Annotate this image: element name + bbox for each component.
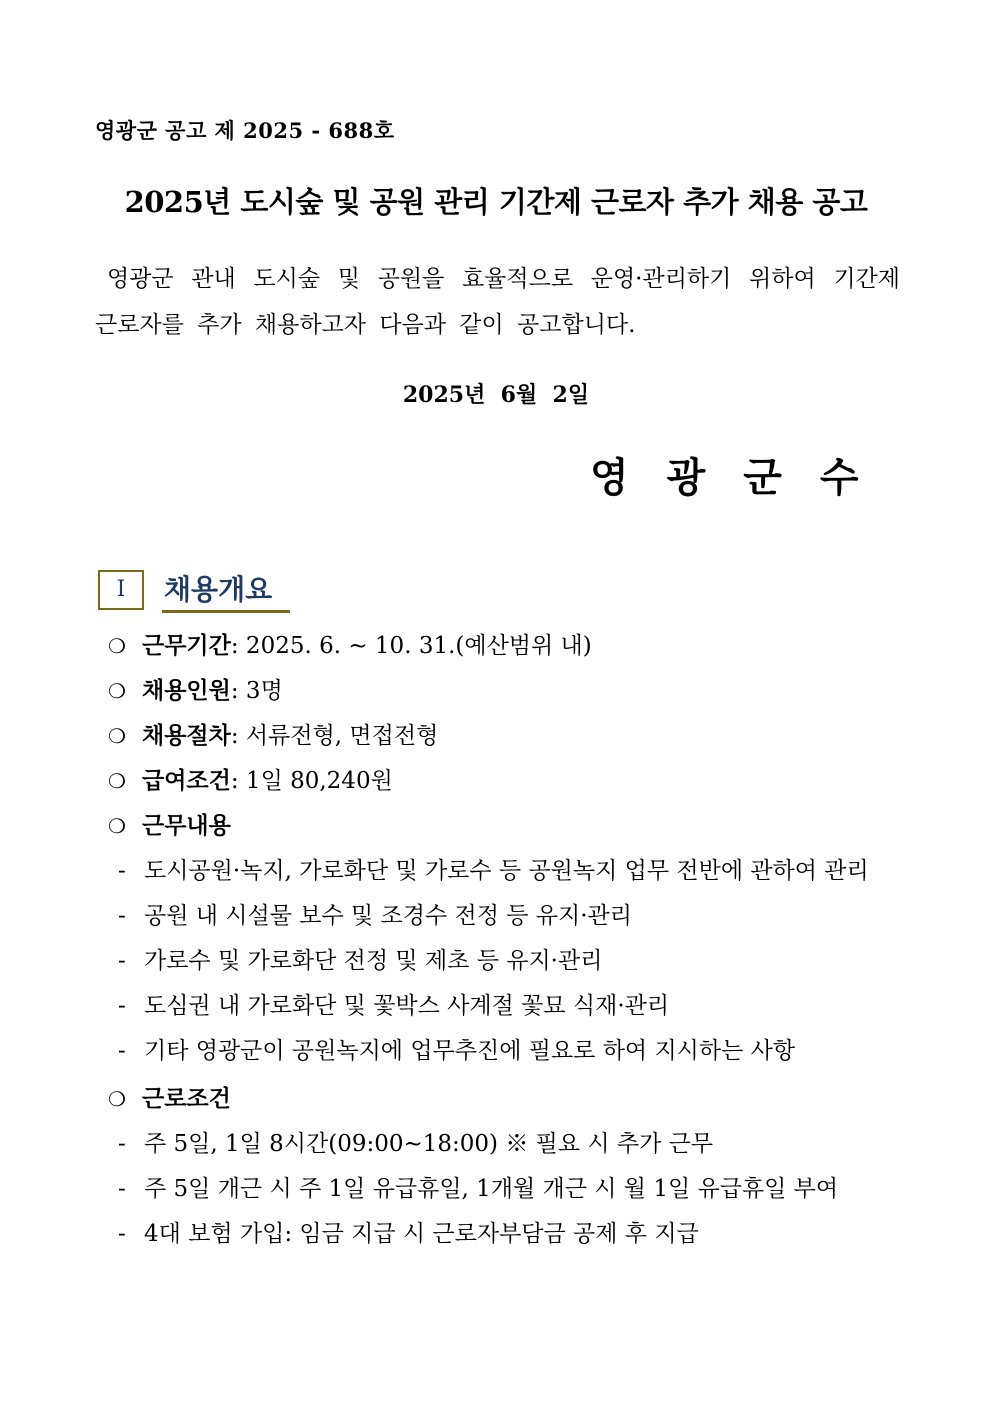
dash-bullet: - [118, 1221, 126, 1247]
list-item [108, 627, 592, 660]
list-item [108, 1080, 231, 1113]
section-underline [162, 610, 290, 613]
item-label: 근로조건 [142, 1085, 231, 1112]
work-detail-text: 공원 내 시설물 보수 및 조경수 전정 등 유지·관리 [144, 903, 632, 929]
list-item [108, 717, 438, 750]
signer: 영광군수 [590, 454, 897, 501]
item-label: 채용인원 [142, 677, 231, 704]
dash-bullet: - [118, 1131, 126, 1157]
work-detail-item [118, 897, 632, 930]
condition-text: 주 5일 개근 시 주 1일 유급휴일, 1개월 개근 시 월 1일 유급휴일 부여 [144, 1176, 839, 1202]
item-label: 급여조건 [142, 767, 231, 794]
circle-bullet-icon: ❍ [108, 724, 126, 748]
work-detail-text: 가로수 및 가로화단 전정 및 제초 등 유지·관리 [144, 948, 603, 974]
dash-bullet: - [118, 1176, 126, 1202]
section-number: I [98, 570, 144, 610]
dash-bullet: - [118, 1038, 126, 1064]
item-label: 근무내용 [142, 812, 231, 839]
circle-bullet-icon: ❍ [108, 634, 126, 658]
work-detail-item [118, 942, 602, 975]
item-value: : 1일 80,240원 [230, 768, 393, 794]
work-detail-text: 도시공원·녹지, 가로화단 및 가로수 등 공원녹지 업무 전반에 관하여 관리 [144, 858, 869, 884]
dash-bullet: - [118, 993, 126, 1019]
item-value: : 3명 [230, 678, 283, 704]
section-title: 채용개요 [164, 573, 273, 606]
circle-bullet-icon: ❍ [108, 679, 126, 703]
circle-bullet-icon: ❍ [108, 1087, 126, 1111]
work-detail-item [118, 1032, 795, 1065]
dash-bullet: - [118, 858, 126, 884]
condition-text: 4대 보험 가입: 임금 지급 시 근로자부담금 공제 후 지급 [144, 1221, 699, 1247]
notice-date: 2025년 6월 2일 [402, 382, 590, 408]
intro-paragraph: 영광군 관내 도시숲 및 공원을 효율적으로 운영·관리하기 위하여 기간제 근로자를 추가 채용하고자 다음과 같이 공고합니다. [95, 266, 900, 338]
list-item [108, 762, 393, 795]
item-value: : 2025. 6. ∼ 10. 31.(예산범위 내) [230, 633, 592, 659]
condition-item [118, 1170, 838, 1203]
list-item [108, 672, 283, 705]
item-label: 채용절차 [142, 722, 231, 749]
work-detail-item [118, 987, 669, 1020]
document-title: 2025년 도시숲 및 공원 관리 기간제 근로자 추가 채용 공고 [124, 185, 868, 219]
condition-item [118, 1125, 713, 1158]
work-detail-text: 기타 영광군이 공원녹지에 업무추진에 필요로 하여 지시하는 사항 [144, 1038, 796, 1064]
work-detail-text: 도심권 내 가로화단 및 꽃박스 사계절 꽃묘 식재·관리 [144, 993, 670, 1019]
circle-bullet-icon: ❍ [108, 814, 126, 838]
work-detail-item [118, 852, 869, 885]
circle-bullet-icon: ❍ [108, 769, 126, 793]
notice-number: 영광군 공고 제 2025 - 688호 [95, 118, 395, 143]
list-item [108, 807, 231, 840]
item-value: : 서류전형, 면접전형 [230, 723, 439, 749]
condition-item [118, 1215, 699, 1248]
condition-text: 주 5일, 1일 8시간(09:00∼18:00) ※ 필요 시 추가 근무 [144, 1131, 714, 1157]
dash-bullet: - [118, 903, 126, 929]
dash-bullet: - [118, 948, 126, 974]
item-label: 근무기간 [142, 632, 231, 659]
